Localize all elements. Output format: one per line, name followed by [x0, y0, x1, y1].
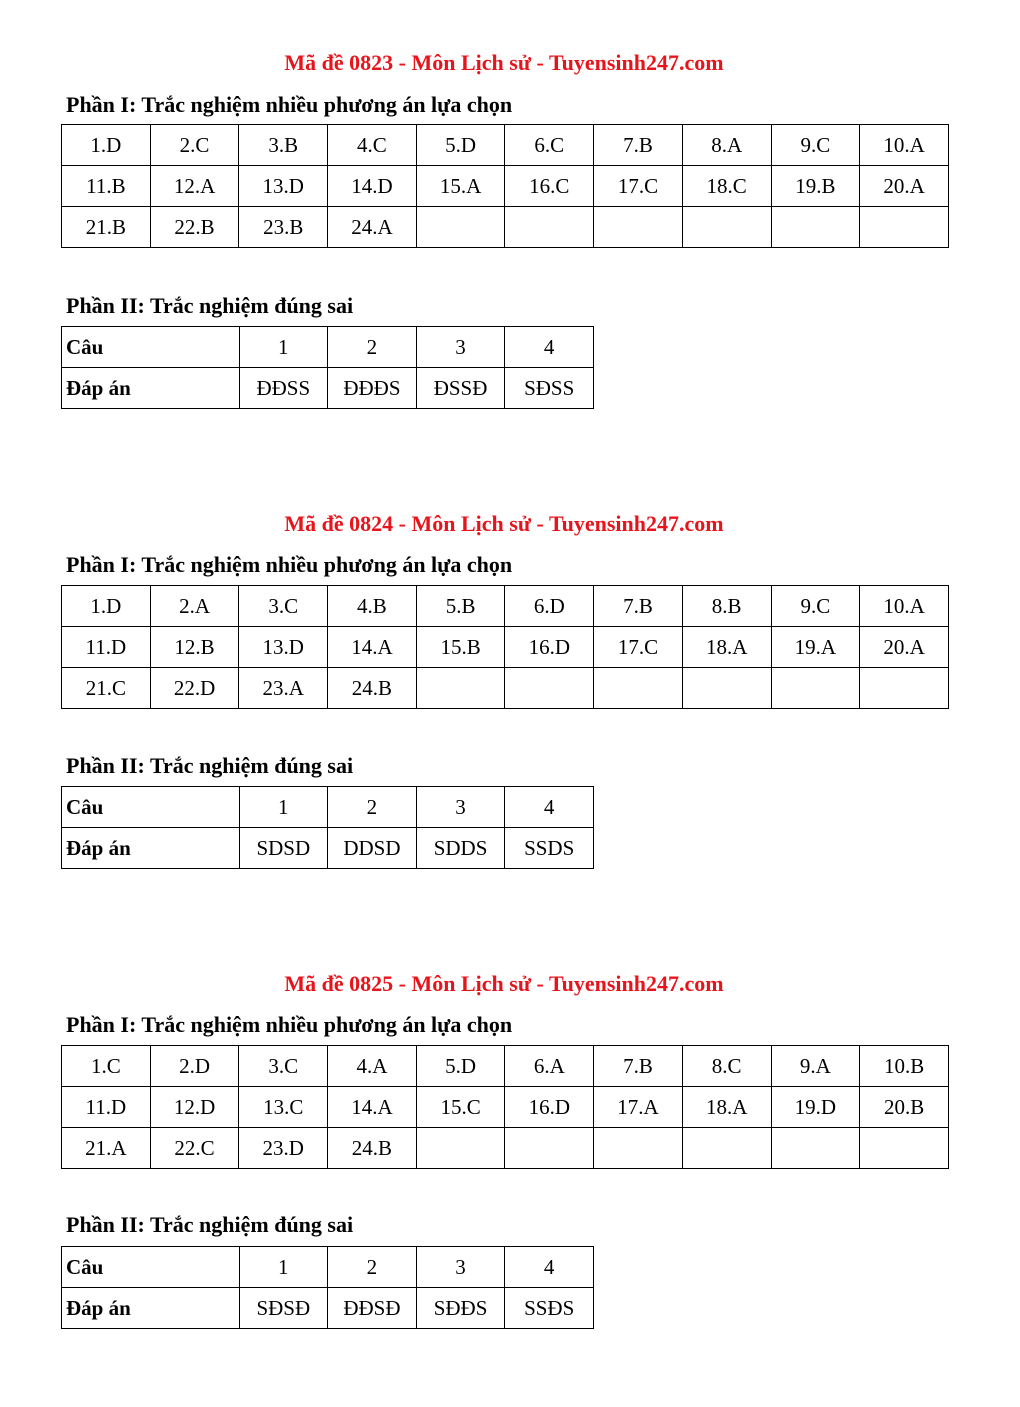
answer-cell: 7.B	[594, 1046, 683, 1087]
answer-cell: 23.B	[239, 207, 328, 248]
part2-title: Phần II: Trắc nghiệm đúng sai	[66, 1212, 354, 1237]
answer-cell: SĐĐS	[416, 1288, 505, 1329]
answer-cell: 3.C	[239, 1046, 328, 1087]
table-row	[62, 1288, 594, 1329]
answer-cell: 5.D	[416, 1046, 505, 1087]
question-number: 3	[416, 327, 505, 368]
answer-cell: DDSD	[328, 828, 417, 869]
answer-cell: 24.B	[328, 1128, 417, 1169]
part1-title: Phần I: Trắc nghiệm nhiều phương án lựa chọn	[66, 92, 513, 117]
answer-cell: SSDS	[505, 828, 594, 869]
answer-cell: 1.C	[62, 1046, 151, 1087]
answer-cell: 12.D	[150, 1087, 239, 1128]
answer-cell: 13.D	[239, 627, 328, 668]
table-row	[62, 627, 949, 668]
table-row	[62, 327, 594, 368]
question-number: 3	[416, 1247, 505, 1288]
table-row	[62, 1247, 594, 1288]
answer-cell: 8.A	[682, 125, 771, 166]
answer-cell	[682, 207, 771, 248]
question-header-label: Câu	[62, 1247, 240, 1288]
table-row	[62, 166, 949, 207]
answer-cell: 8.B	[682, 586, 771, 627]
answer-cell: 14.A	[328, 1087, 417, 1128]
question-number: 1	[239, 327, 328, 368]
part1-title: Phần I: Trắc nghiệm nhiều phương án lựa chọn	[66, 552, 513, 577]
answer-cell: 18.A	[682, 627, 771, 668]
true-false-table	[61, 1246, 594, 1329]
answer-cell: 11.B	[62, 166, 151, 207]
answer-cell	[860, 668, 949, 709]
answer-cell	[505, 207, 594, 248]
answer-cell: 9.C	[771, 586, 860, 627]
answer-cell	[682, 668, 771, 709]
answer-cell	[594, 1128, 683, 1169]
answer-cell: 17.C	[594, 627, 683, 668]
question-number: 4	[505, 327, 594, 368]
answer-cell: 2.A	[150, 586, 239, 627]
answer-cell: 21.C	[62, 668, 151, 709]
answer-cell: ĐĐSĐ	[328, 1288, 417, 1329]
answer-cell: 6.D	[505, 586, 594, 627]
question-number: 2	[328, 1247, 417, 1288]
question-number: 4	[505, 787, 594, 828]
answer-cell: 14.A	[328, 627, 417, 668]
table-row	[62, 1128, 949, 1169]
answer-header-label: Đáp án	[62, 828, 240, 869]
answer-cell	[771, 207, 860, 248]
table-row	[62, 1087, 949, 1128]
answer-cell: ĐĐSS	[239, 368, 328, 409]
answer-cell	[594, 668, 683, 709]
multiple-choice-table	[61, 585, 949, 709]
answer-cell: 14.D	[328, 166, 417, 207]
answer-cell: 20.B	[860, 1087, 949, 1128]
question-header-label: Câu	[62, 787, 240, 828]
answer-cell: 17.C	[594, 166, 683, 207]
answer-cell: 4.B	[328, 586, 417, 627]
answer-cell	[505, 1128, 594, 1169]
answer-cell: 10.A	[860, 586, 949, 627]
answer-cell: 11.D	[62, 627, 151, 668]
table-row	[62, 368, 594, 409]
answer-cell: 16.D	[505, 1087, 594, 1128]
answer-cell	[682, 1128, 771, 1169]
table-row	[62, 1046, 949, 1087]
question-number: 2	[328, 787, 417, 828]
answer-cell: 21.B	[62, 207, 151, 248]
answer-cell: SDDS	[416, 828, 505, 869]
answer-cell: SDSD	[239, 828, 328, 869]
table-row	[62, 207, 949, 248]
answer-cell: 7.B	[594, 125, 683, 166]
answer-cell: 16.C	[505, 166, 594, 207]
answer-cell: ĐĐĐS	[328, 368, 417, 409]
exam-code-title: Mã đề 0824 - Môn Lịch sử - Tuyensinh247.com	[284, 511, 724, 536]
part2-title: Phần II: Trắc nghiệm đúng sai	[66, 293, 354, 318]
answer-cell: 18.C	[682, 166, 771, 207]
answer-cell: 6.A	[505, 1046, 594, 1087]
answer-cell	[416, 668, 505, 709]
table-row	[62, 828, 594, 869]
table-row	[62, 787, 594, 828]
answer-cell: 10.A	[860, 125, 949, 166]
exam-code-title: Mã đề 0825 - Môn Lịch sử - Tuyensinh247.com	[284, 971, 724, 996]
answer-cell: 11.D	[62, 1087, 151, 1128]
question-header-label: Câu	[62, 327, 240, 368]
answer-cell	[416, 207, 505, 248]
answer-cell: 18.A	[682, 1087, 771, 1128]
answer-cell	[416, 1128, 505, 1169]
true-false-table	[61, 786, 594, 869]
answer-cell: 2.D	[150, 1046, 239, 1087]
answer-cell: 19.A	[771, 627, 860, 668]
answer-cell: 5.B	[416, 586, 505, 627]
answer-cell: SĐSĐ	[239, 1288, 328, 1329]
answer-header-label: Đáp án	[62, 1288, 240, 1329]
answer-cell: 24.A	[328, 207, 417, 248]
answer-cell: 22.D	[150, 668, 239, 709]
answer-cell: 4.C	[328, 125, 417, 166]
answer-cell: 15.A	[416, 166, 505, 207]
answer-cell: 17.A	[594, 1087, 683, 1128]
answer-cell	[594, 207, 683, 248]
question-number: 2	[328, 327, 417, 368]
answer-cell: 10.B	[860, 1046, 949, 1087]
answer-cell	[771, 668, 860, 709]
question-number: 1	[239, 1247, 328, 1288]
answer-cell: 19.B	[771, 166, 860, 207]
answer-cell: 8.C	[682, 1046, 771, 1087]
answer-cell: 1.D	[62, 586, 151, 627]
answer-cell: 19.D	[771, 1087, 860, 1128]
exam-code-title: Mã đề 0823 - Môn Lịch sử - Tuyensinh247.com	[284, 50, 724, 75]
answer-cell: 21.A	[62, 1128, 151, 1169]
table-row	[62, 668, 949, 709]
answer-cell: 13.C	[239, 1087, 328, 1128]
true-false-table	[61, 326, 594, 409]
question-number: 1	[239, 787, 328, 828]
answer-cell: 16.D	[505, 627, 594, 668]
multiple-choice-table	[61, 1045, 949, 1169]
part2-title: Phần II: Trắc nghiệm đúng sai	[66, 753, 354, 778]
answer-cell: 23.A	[239, 668, 328, 709]
answer-cell: 9.A	[771, 1046, 860, 1087]
answer-cell: 1.D	[62, 125, 151, 166]
answer-cell	[505, 668, 594, 709]
answer-cell: 22.B	[150, 207, 239, 248]
answer-cell	[860, 207, 949, 248]
answer-cell: 3.B	[239, 125, 328, 166]
answer-cell: 7.B	[594, 586, 683, 627]
answer-cell: 3.C	[239, 586, 328, 627]
answer-cell: 2.C	[150, 125, 239, 166]
answer-cell: 23.D	[239, 1128, 328, 1169]
answer-cell: 6.C	[505, 125, 594, 166]
answer-cell: 12.B	[150, 627, 239, 668]
table-row	[62, 586, 949, 627]
answer-cell	[860, 1128, 949, 1169]
answer-cell: 13.D	[239, 166, 328, 207]
answer-cell: 22.C	[150, 1128, 239, 1169]
question-number: 3	[416, 787, 505, 828]
answer-cell: 24.B	[328, 668, 417, 709]
answer-cell: 15.C	[416, 1087, 505, 1128]
answer-cell: 15.B	[416, 627, 505, 668]
answer-cell: 20.A	[860, 166, 949, 207]
answer-cell: 5.D	[416, 125, 505, 166]
multiple-choice-table	[61, 124, 949, 248]
answer-cell	[771, 1128, 860, 1169]
answer-cell: SSĐS	[505, 1288, 594, 1329]
answer-cell: 4.A	[328, 1046, 417, 1087]
answer-cell: 9.C	[771, 125, 860, 166]
table-row	[62, 125, 949, 166]
answer-cell: 12.A	[150, 166, 239, 207]
answer-cell: ĐSSĐ	[416, 368, 505, 409]
answer-cell: SĐSS	[505, 368, 594, 409]
part1-title: Phần I: Trắc nghiệm nhiều phương án lựa chọn	[66, 1012, 513, 1037]
answer-header-label: Đáp án	[62, 368, 240, 409]
question-number: 4	[505, 1247, 594, 1288]
answer-cell: 20.A	[860, 627, 949, 668]
